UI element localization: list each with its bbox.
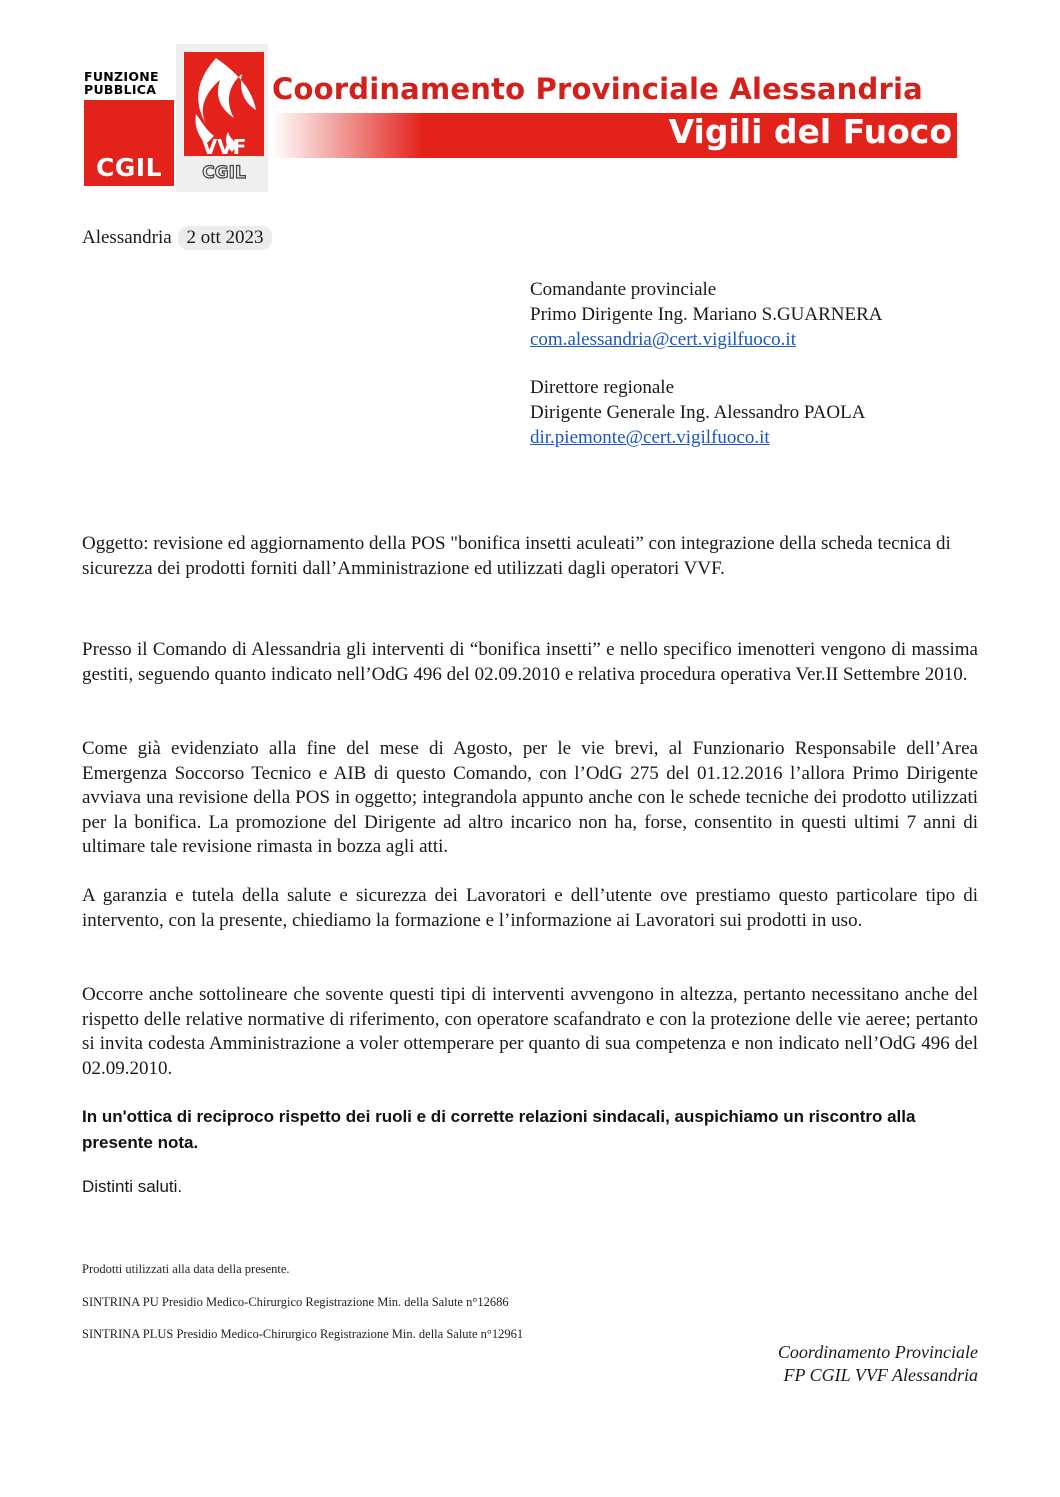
flame-icon bbox=[176, 44, 268, 192]
footnote: SINTRINA PLUS Presidio Medico-Chirurgico Registrazione Min. della Salute n°12961 bbox=[82, 1327, 524, 1341]
logo-cgil-text: CGIL bbox=[95, 153, 163, 182]
greeting: Distinti saluti. bbox=[82, 1177, 183, 1196]
recipient-role: Direttore regionale bbox=[530, 377, 675, 398]
recipient-name: Primo Dirigente Ing. Mariano S.GUARNERA bbox=[530, 304, 883, 325]
paragraph: Presso il Comando di Alessandria gli interventi di “bonifica insetti” e nello specifico imenotteri vengono di massima gestiti, seguendo quanto indicato nell’OdG 496 del 02.09.2010 e relativa procedura operativa Ver.II Settembre 2010. bbox=[82, 639, 978, 685]
signature bbox=[778, 1341, 978, 1387]
header-title-line1: Coordinamento Provinciale Alessandria bbox=[272, 72, 923, 106]
recipient-name: Dirigente Generale Ing. Alessandro PAOLA bbox=[530, 402, 866, 423]
paragraph: A garanzia e tutela della salute e sicurezza dei Lavoratori e dell’utente ove prestiamo questo particolare tipo di intervento, con la presente, chiediamo la formazione e l’informazione ai Lavoratori sui prodotti in uso. bbox=[82, 885, 978, 931]
logo-red-box bbox=[84, 100, 174, 186]
recipient-2 bbox=[530, 375, 865, 450]
vvf-cgil-logo bbox=[176, 44, 268, 192]
subject: Oggetto: revisione ed aggiornamento della POS "bonifica insetti aculeati” con integrazione della scheda tecnica di sicurezza dei prodotti forniti dall’Amministrazione ed utilizzati dagli operatori VVF. bbox=[82, 533, 951, 579]
fp-cgil-logo bbox=[84, 70, 174, 186]
footnote: SINTRINA PU Presidio Medico-Chirurgico Registrazione Min. della Salute n°12686 bbox=[82, 1295, 509, 1309]
logo-vvf-text: VVF bbox=[201, 135, 247, 159]
recipient-email-link[interactable]: dir.piemonte@cert.vigilfuoco.it bbox=[530, 427, 770, 448]
recipient-role: Comandante provinciale bbox=[530, 279, 717, 300]
closing-bold-note: In un'ottica di reciproco rispetto dei ruoli e di corrette relazioni sindacali, auspichiamo un riscontro alla presente nota. bbox=[82, 1107, 916, 1152]
place-date bbox=[82, 226, 272, 250]
recipient-1 bbox=[530, 277, 883, 352]
paragraph: Come già evidenziato alla fine del mese di Agosto, per le vie brevi, al Funzionario Responsabile dell’Area Emergenza Soccorso Tecnico e AIB di questo Comando, con l’OdG 275 del 01.12.2016 l’allora Primo Dirigente avviava una revisione della POS in oggetto; integrandola appunto anche con le schede tecniche dei prodotto utilizzati per la bonifica. La promozione del Dirigente ad altro incarico non ha, forse, consentito in questi ultimi 7 anni di ultimare tale revisione rimasta in bozza agli atti. bbox=[82, 738, 978, 858]
place: Alessandria bbox=[82, 227, 172, 248]
date-field[interactable]: 2 ott 2023 bbox=[178, 226, 271, 250]
logo-vvf-small-text: CGIL bbox=[202, 163, 246, 183]
signature-line2: FP CGIL VVF Alessandria bbox=[783, 1365, 978, 1385]
paragraph: Occorre anche sottolineare che sovente questi tipi di interventi avvengono in altezza, pertanto necessitano anche del rispetto delle relative normative di riferimento, con operatore scafandrato e con la protezione delle vie aeree; pertanto si invita codesta Amministrazione a voler ottemperare per quanto di sua competenza e non indicato nell’OdG 496 del 02.09.2010. bbox=[82, 984, 978, 1079]
header-title-line2: Vigili del Fuoco bbox=[668, 112, 952, 151]
logo-fp-text: FUNZIONE PUBBLICA bbox=[84, 69, 159, 97]
footnote: Prodotti utilizzati alla data della presente. bbox=[82, 1262, 290, 1276]
signature-line1: Coordinamento Provinciale bbox=[777, 1342, 978, 1362]
recipient-email-link[interactable]: com.alessandria@cert.vigilfuoco.it bbox=[530, 329, 796, 350]
